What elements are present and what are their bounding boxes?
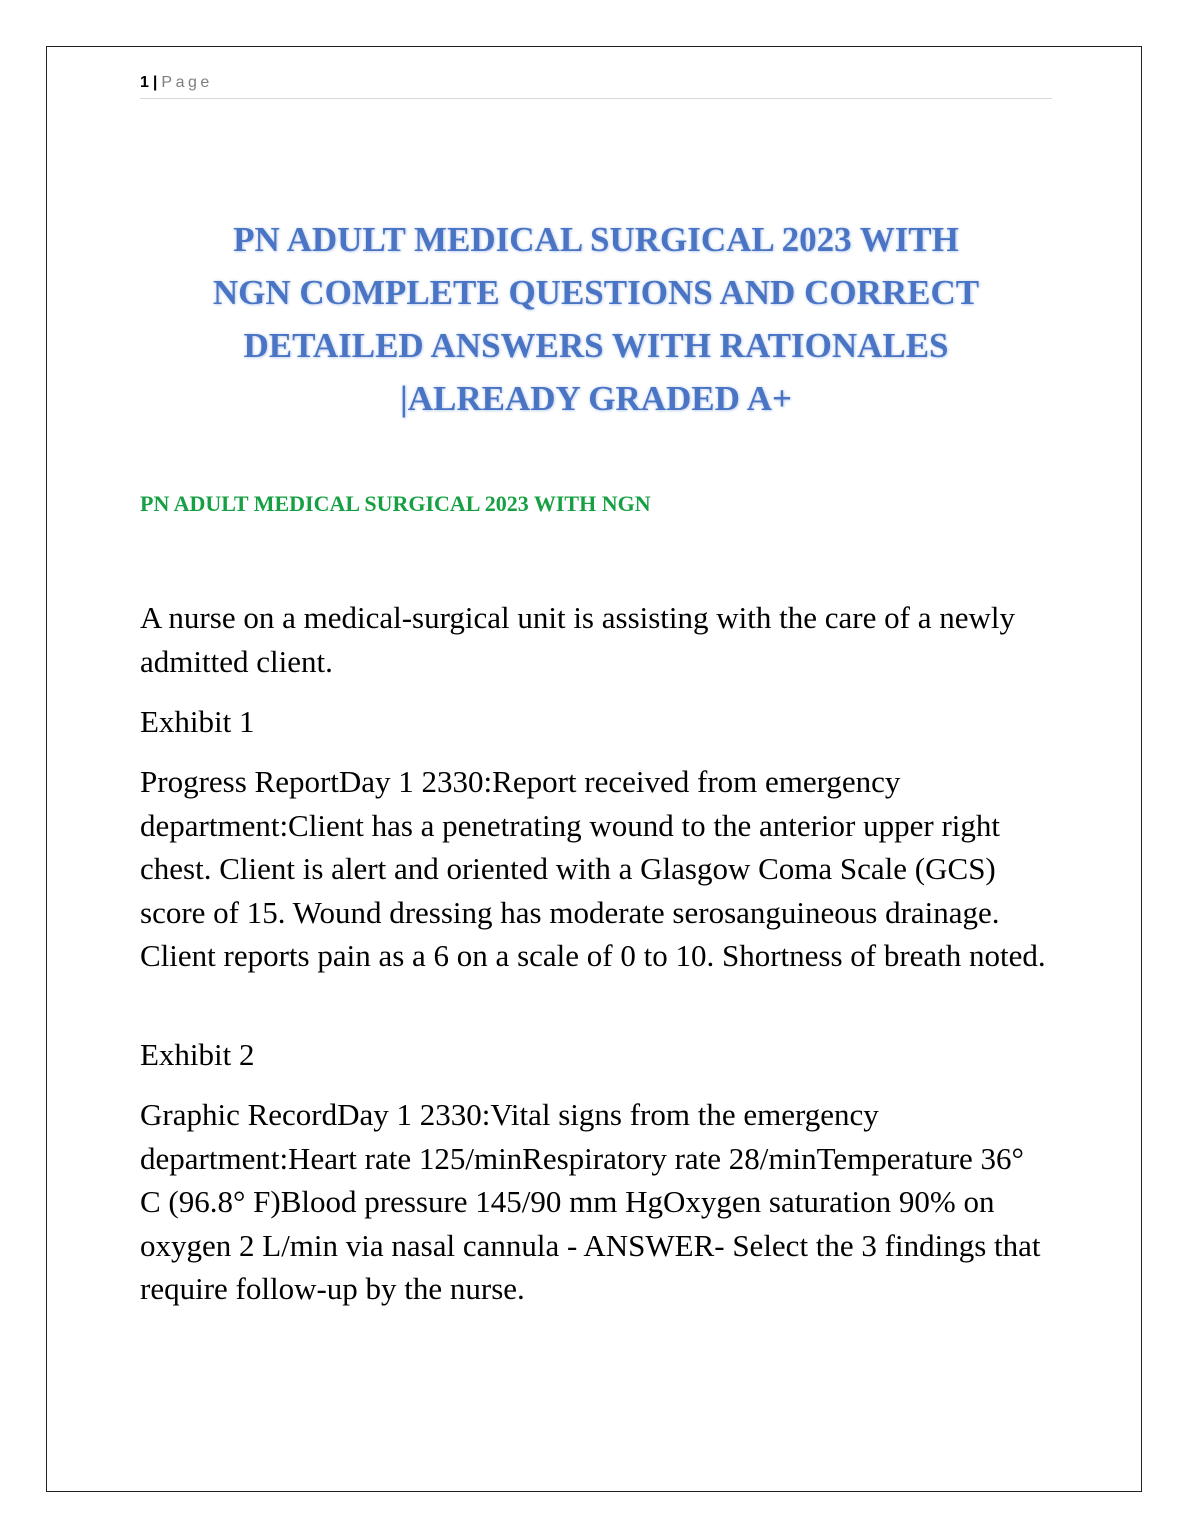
- header-separator: |: [152, 74, 158, 91]
- section-subtitle: PN ADULT MEDICAL SURGICAL 2023 WITH NGN: [140, 491, 651, 516]
- exhibit-2-text: Graphic RecordDay 1 2330:Vital signs from the emergency department:Heart rate 125/minRespiratory rate 28/minTemperature 36° C (96.8° F)Blood pressure 145/90 mm HgOxygen saturation 90% on oxygen 2 L/min via nasal cannula - ANSWER- Select the 3 findings that require follow-up by the nurse.: [140, 1097, 1041, 1306]
- title-line: |ALREADY GRADED A+: [400, 379, 792, 418]
- title-line: NGN COMPLETE QUESTIONS AND CORRECT: [212, 273, 980, 312]
- document-title: [140, 213, 1052, 425]
- exhibit-1-text: Progress ReportDay 1 2330:Report received from emergency department:Client has a penetrating wound to the anterior upper right chest. Client is alert and oriented with a Glasgow Coma Scale (GCS) score of 15. Wound dressing has moderate serosanguineous drainage. Client reports pain as a 6 on a scale of 0 to 10. Shortness of breath noted.: [140, 764, 1046, 973]
- title-line: PN ADULT MEDICAL SURGICAL 2023 WITH: [233, 220, 959, 259]
- title-line: DETAILED ANSWERS WITH RATIONALES: [243, 326, 949, 365]
- page-label: Page: [161, 74, 213, 91]
- exhibit-1-label: Exhibit 1: [140, 704, 255, 739]
- exhibit-2-label: Exhibit 2: [140, 1037, 255, 1072]
- page-number: 1: [140, 74, 149, 91]
- intro-paragraph: A nurse on a medical-surgical unit is assisting with the care of a newly admitted client.: [140, 600, 1015, 679]
- page-header: [140, 72, 1052, 99]
